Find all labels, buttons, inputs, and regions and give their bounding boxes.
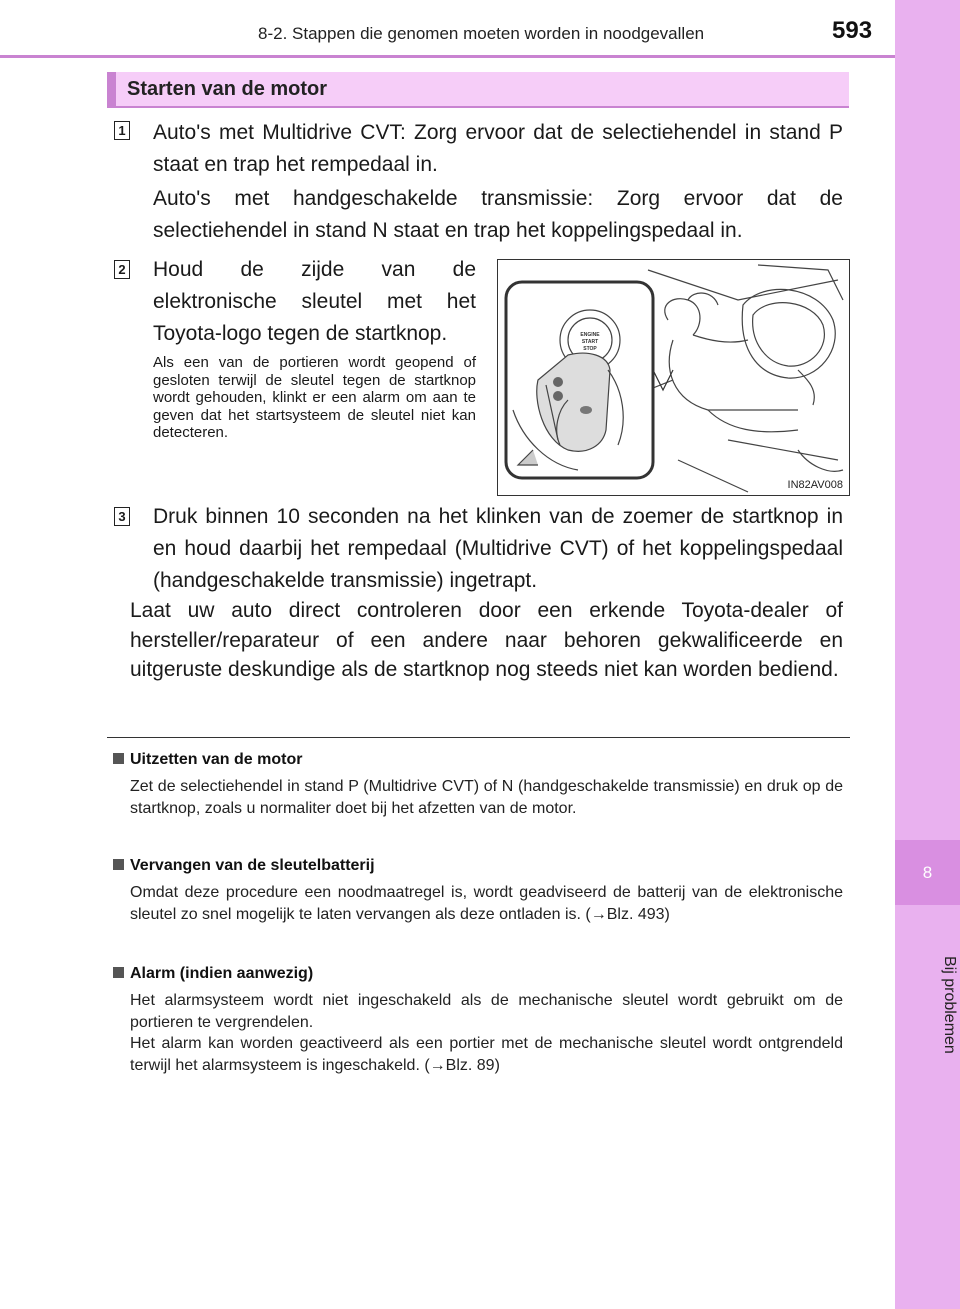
notes-divider xyxy=(107,737,850,738)
note-title-batterij xyxy=(113,857,375,875)
step-3-text: Druk binnen 10 seconden na het klinken van de zoemer de startknop in en houd daarbij het rempedaal (Multidrive CVT) of het koppelingspedaal (handgeschakelde transmissie) ingetrapt. xyxy=(153,505,843,592)
closing-paragraph: Laat uw auto direct controleren door een erkende Toyota-dealer of hersteller/reparateur of een andere naar behoren gekwalificeerde en uitgeruste deskundige als de startknop nog steeds niet kan worden bediend. xyxy=(130,599,843,681)
section-underline xyxy=(107,106,849,108)
header-title: 8-2. Stappen die genomen moeten worden in noodgevallen xyxy=(258,24,705,43)
note-text-alarm-1: Het alarmsysteem wordt niet ingeschakeld als de mechanische sleutel wordt gebruikt om de portieren te vergrendelen. xyxy=(130,992,843,1031)
step-number-1: 1 xyxy=(114,121,130,140)
note-text-uitzetten: Zet de selectiehendel in stand P (Multidrive CVT) of N (handgeschakelde transmissie) en druk op de startknop, zoals u normaliter doet bij het afzetten van de motor. xyxy=(130,778,843,817)
startknop-illustration xyxy=(497,259,850,496)
chapter-number: 8 xyxy=(895,840,960,905)
step-number-3: 3 xyxy=(114,507,130,526)
button-label-line-3: STOP xyxy=(583,346,597,352)
step-1-text-manual: Auto's met handgeschakelde transmissie: Zorg ervoor dat de selectiehendel in stand N staat en trap het koppelingspedaal in. xyxy=(153,187,843,242)
note-title-text: Uitzetten van de motor xyxy=(130,751,303,768)
page-number: 593 xyxy=(832,17,873,44)
step-number-2: 2 xyxy=(114,260,130,279)
illustration-svg xyxy=(498,260,848,494)
figure-code: IN82AV008 xyxy=(787,479,843,491)
section-heading-text: Starten van de motor xyxy=(127,78,328,100)
section-heading xyxy=(107,72,849,108)
note-text-batterij: Omdat deze procedure een noodmaatregel is, wordt geadviseerd de batterij van de elektronische sleutel zo snel mogelijk te laten vervangen als deze ontladen is. (→Blz. 493) xyxy=(130,884,843,923)
bullet-square-icon xyxy=(113,967,124,978)
chapter-sidebar xyxy=(895,0,960,1309)
step-1-text-multidrive: Auto's met Multidrive CVT: Zorg ervoor dat de selectiehendel in stand P staat en trap het rempedaal in. xyxy=(153,121,843,176)
note-title-text: Vervangen van de sleutelbatterij xyxy=(130,857,375,874)
button-label-line-2: START xyxy=(581,339,599,345)
header-divider xyxy=(0,55,895,58)
bullet-square-icon xyxy=(113,753,124,764)
step-2-note: Als een van de portieren wordt geopend of gesloten terwijl de sleutel tegen de startknop wordt gehouden, klinkt er een alarm om aan te geven dat het startsysteem de sleutel niet kan detecteren. xyxy=(153,354,476,441)
note-title-uitzetten xyxy=(113,751,302,769)
note-title-text: Alarm (indien aanwezig) xyxy=(130,965,314,982)
button-label-line-1: ENGINE xyxy=(580,332,600,338)
bullet-square-icon xyxy=(113,859,124,870)
step-2-text: Houd de zijde van de elektronische sleutel met het Toyota-logo tegen de startknop. xyxy=(153,258,476,345)
note-text-alarm-2: Het alarm kan worden geactiveerd als een portier met de mechanische sleutel wordt ontgrendeld terwijl het alarmsysteem is ingeschakeld. (→Blz. 89) xyxy=(130,1035,843,1074)
chapter-label: Bij problemen xyxy=(941,956,958,1054)
note-title-alarm xyxy=(113,965,313,983)
